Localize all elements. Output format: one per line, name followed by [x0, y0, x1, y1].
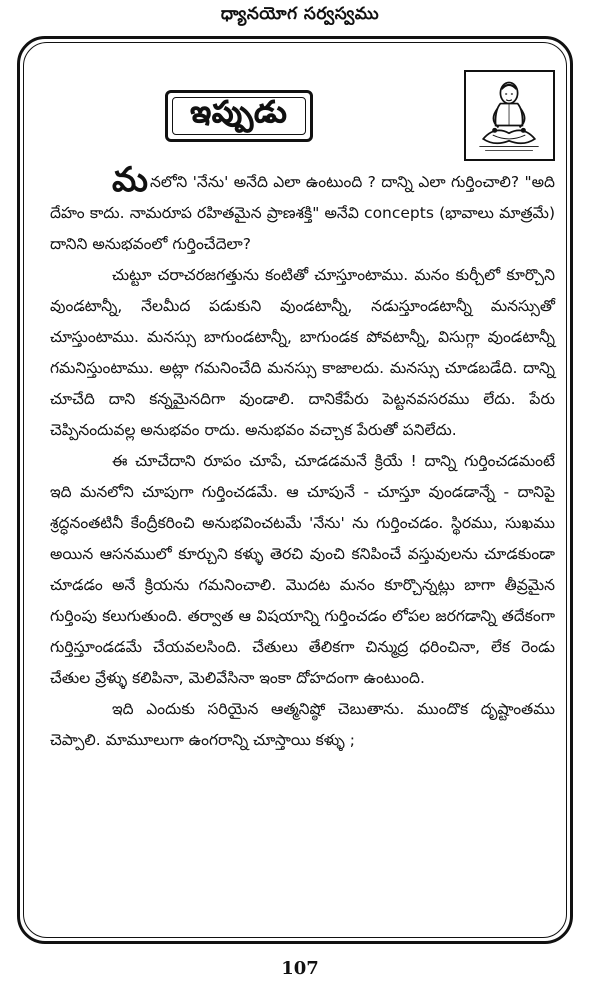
- page-number: 107: [281, 958, 319, 979]
- body-text: [50, 160, 555, 756]
- chapter-title: ఇప్పుడు: [190, 95, 288, 130]
- paragraph-1: [50, 160, 555, 260]
- meditating-person-icon: [464, 70, 555, 161]
- paragraph-2: చుట్టూ చరాచరజగత్తును కంటితో చూస్తూంటాము. మనం కుర్చీలో కూర్చొని వుండటాన్నీ, నేలమీద పడుకుని వుండటాన్నీ, నడుస్తూండటాన్నీ మనస్సుతో చూస్తుంటాము. మనస్సు బాగుండటాన్నీ, బాగుండక పోవటాన్నీ, విసుగ్గా వుండటాన్నీ గమనిస్తుంటాము. అట్లా గమనించేది మనస్సు కాజాలదు. మనస్సు చూడబడేది. దాన్ని చూచేది దాని కన్నమైనదిగా వుండాలి. దానికేపేరు పెట్టనవసరము లేదు. పేరు చెప్పినందువల్ల అనుభవం రాదు. అనుభవం వచ్చాక పేరుతో పనిలేదు.: [50, 266, 555, 439]
- paragraph-3: ఈ చూచేదాని రూపం చూపే, చూడడమనే క్రియే ! దాన్ని గుర్తించడమంటే ఇది మనలోని చూపుగా గుర్తించడమే. ఆ చూపునే - చూస్తూ వుండడాన్నే - దానిపై శ్రద్ధనంతటినీ కేంద్రీకరించి అనుభవించటమే 'నేను' ను గుర్తించడం. స్థిరము, సుఖము అయిన ఆసనములో కూర్చుని కళ్ళు తెరచి వుంచి కనిపించే వస్తువులను చూడకుండా చూడడం అనే క్రియను గమనించాలి. మొదట మనం కూర్చొన్నట్లు బాగా తీవ్రమైన గుర్తింపు కలుగుతుంది. తర్వాత ఆ విషయాన్ని గుర్తించడం లోపల జరగడాన్ని తదేకంగా గుర్తిస్తూండడమే చేయవలసింది. చేతులు తేలికగా చిన్ముద్ర ధరించినా, లేక రెండు చేతుల వ్రేళ్ళు కలిపినా, మెలివేసినా ఇంకా దోహదంగా ఉంటుంది.: [50, 452, 555, 687]
- running-header: ధ్యానయోగ సర్వస్వము: [220, 4, 380, 24]
- paragraph-1-text: నలోని 'నేను' అనేది ఎలా ఉంటుంది ? దాన్ని ఎలా గుర్తించాలి? "అది దేహం కాదు. నామరూప రహితమైన ప్రాణశక్తి" అనేవి concepts (భావాలు మాత్రమే) దానిని అనుభవంలో గుర్తించేదెలా?: [50, 173, 555, 253]
- drop-cap: మ: [112, 160, 148, 200]
- chapter-title-box: [165, 90, 313, 142]
- paragraph-4: ఇది ఎందుకు సరియైన ఆత్మనిష్ఠో చెబుతాను. ముందొక దృష్టాంతము చెప్పాలి. మామూలుగా ఉంగరాన్ని చూస్తాయి కళ్ళు ;: [50, 700, 555, 749]
